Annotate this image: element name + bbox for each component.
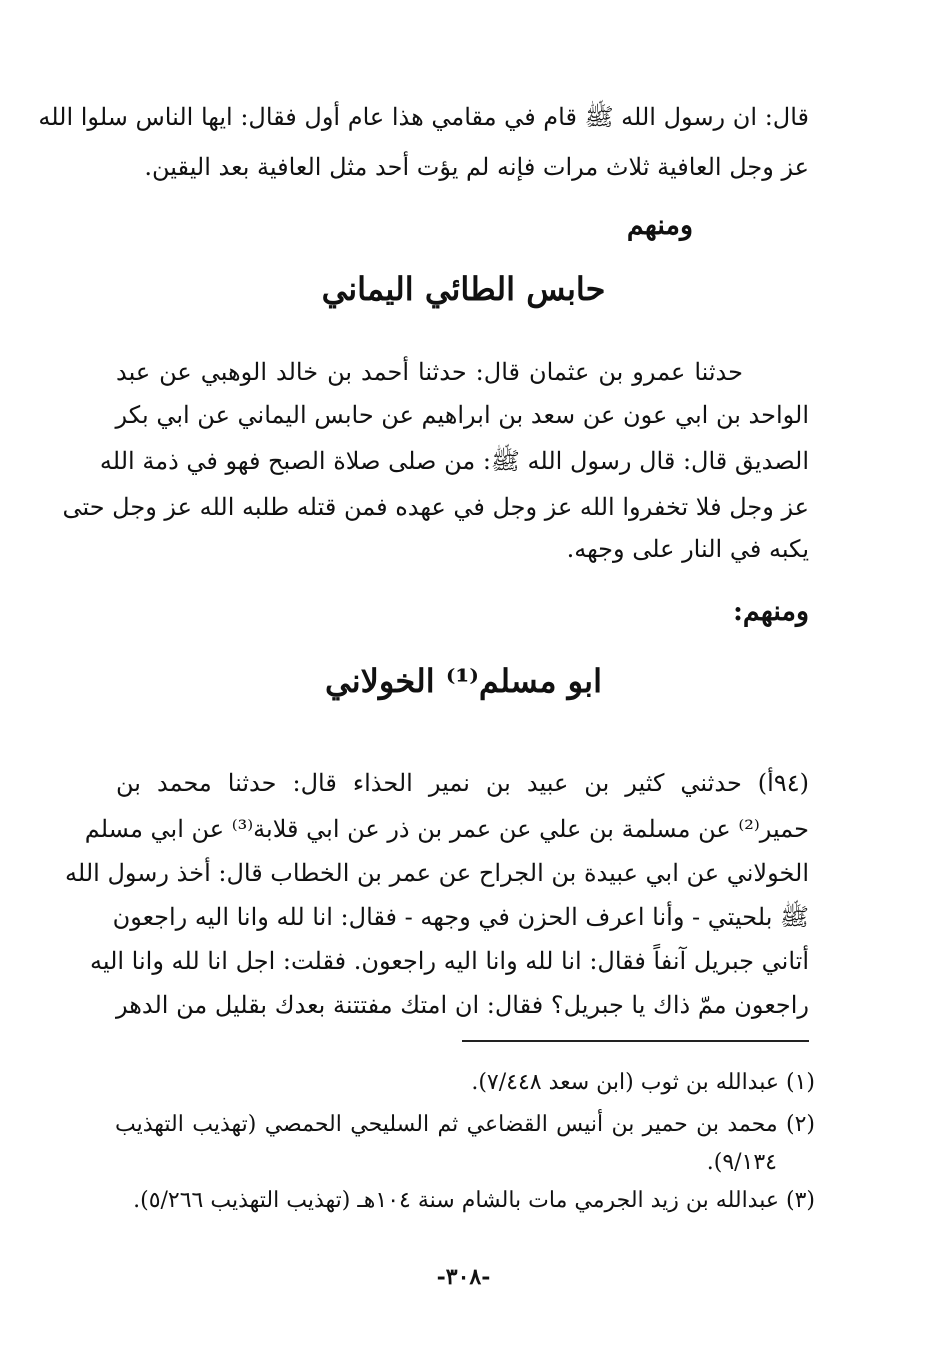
footnote-divider bbox=[462, 1040, 809, 1042]
section2-line-2: حمير⁽²⁾ عن مسلمة بن علي عن عمر بن ذر عن ابي قلابة⁽³⁾ عن ابي مسلم bbox=[84, 815, 809, 843]
page-number: -٣٠٨- bbox=[436, 1264, 491, 1290]
section1-line-1: حدثنا عمرو بن عثمان قال: حدثنا أحمد بن خالد الوهبي عن عبد bbox=[116, 358, 743, 386]
footnote-3: (٣) عبدالله بن زيد الجرمي مات بالشام سنة ١٠٤هـ (تهذيب التهذيب ٥/٢٦٦). bbox=[133, 1188, 815, 1213]
section1-title: حابس الطائي اليماني bbox=[321, 270, 606, 308]
section1-line-2: الواحد بن ابي عون عن سعد بن ابراهيم عن حابس اليماني عن ابي بكر bbox=[115, 401, 809, 429]
section2-label: ومنهم: bbox=[732, 596, 809, 627]
footnote-2-line-2: ٩/١٣٤). bbox=[706, 1150, 777, 1175]
section2-line-4: ﷺ بلحيتي - وأنا اعرف الحزن في وجهه - فقال: انا لله وانا اليه راجعون bbox=[112, 903, 809, 931]
section2-line-1: (٩٤أ) حدثني كثير بن عبيد بن نمير الحذاء قال: حدثنا محمد بن bbox=[116, 769, 809, 797]
intro-line-1: قال: ان رسول الله ﷺ قام في مقامي هذا عام أول فقال: ايها الناس سلوا الله bbox=[38, 103, 809, 131]
footnote-2-line-1: (٢) محمد بن حمير بن أنيس القضاعي ثم السليحي الحمصي (تهذيب التهذيب bbox=[115, 1112, 815, 1137]
section1-label: ومنهم bbox=[626, 210, 693, 241]
section1-line-3: الصديق قال: قال رسول الله ﷺ: من صلى صلاة الصبح فهو في ذمة الله bbox=[99, 447, 809, 475]
section2-line-6: راجعون ممّ ذاك يا جبريل؟ فقال: ان امتك مفتتنة بعدك بقليل من الدهر bbox=[116, 991, 809, 1019]
section2-line-5: أتاني جبريل آنفاً فقال: انا لله وانا اليه راجعون. فقلت: اجل انا لله وانا اليه bbox=[89, 947, 809, 975]
section2-line-3: الخولاني عن ابي عبيدة بن الجراح عن عمر بن الخطاب قال: أخذ رسول الله bbox=[65, 859, 809, 887]
intro-line-2: عز وجل العافية ثلاث مرات فإنه لم يؤت أحد مثل العافية بعد اليقين. bbox=[144, 153, 809, 181]
footnote-1: (١) عبدالله بن ثوب (ابن سعد ٧/٤٤٨). bbox=[471, 1070, 815, 1095]
section2-title: ابو مسلم⁽¹⁾ الخولاني bbox=[325, 662, 602, 700]
section1-line-4: عز وجل فلا تخفروا الله عز وجل في عهده فمن قتله طلبه الله عز وجل حتى bbox=[62, 493, 809, 521]
section1-line-5: يكبه في النار على وجهه. bbox=[566, 535, 809, 563]
